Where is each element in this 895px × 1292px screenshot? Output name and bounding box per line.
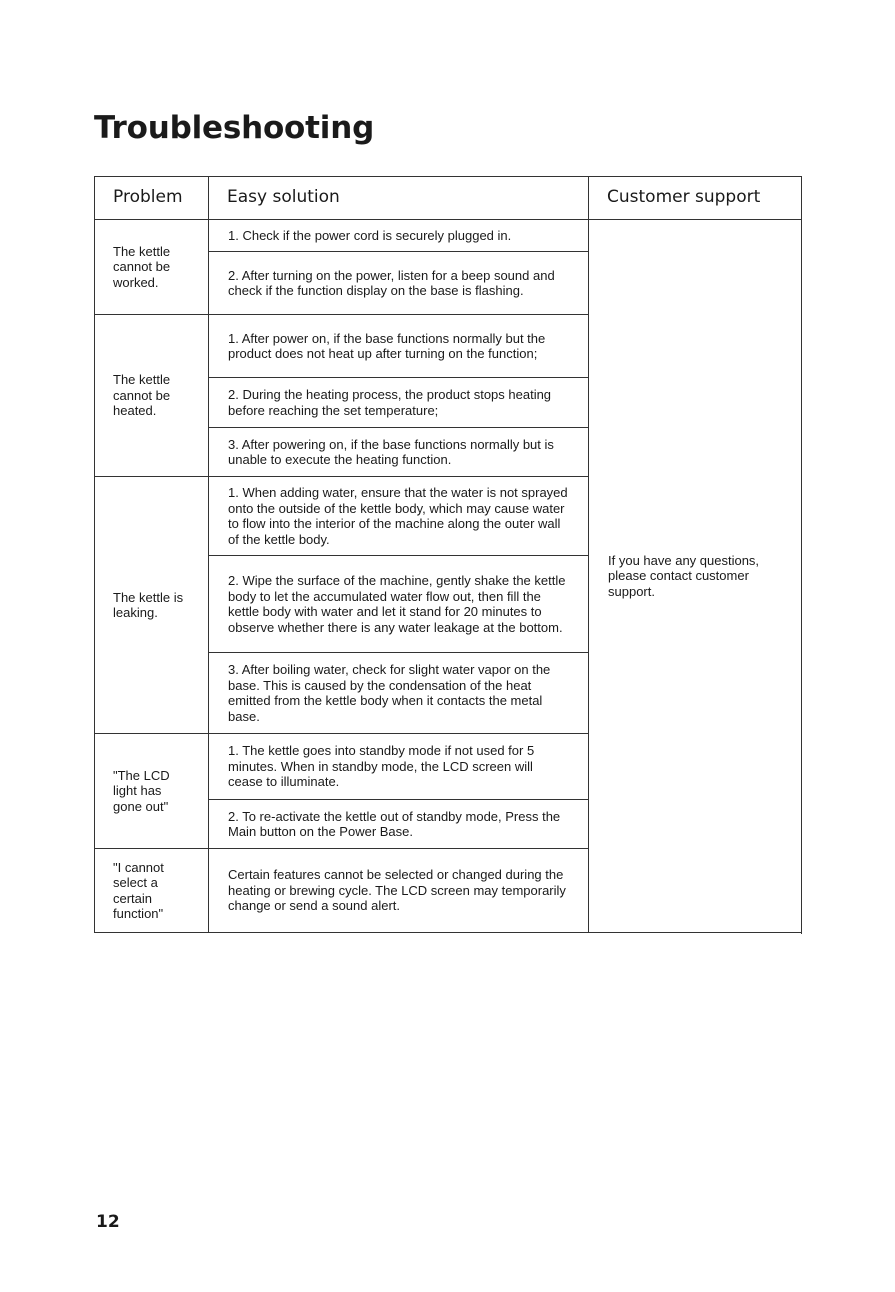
table-header-row: [95, 177, 802, 220]
solution-cell: 3. After powering on, if the base functions normally but is unable to execute the heating function.: [209, 428, 589, 477]
problem-cell-cannot-select: "I cannot select a certain function": [95, 849, 209, 933]
solution-cell: 3. After boiling water, check for slight water vapor on the base. This is caused by the condensation of the heat emitted from the kettle body when it contacts the metal base.: [209, 653, 589, 734]
page-title: Troubleshooting: [94, 110, 375, 146]
problem-cell-not-working: The kettle cannot be worked.: [95, 220, 209, 315]
solution-cell: 2. After turning on the power, listen for a beep sound and check if the function display on the base is flashing.: [209, 252, 589, 315]
solution-cell: 1. After power on, if the base functions normally but the product does not heat up after turning on the function;: [209, 315, 589, 378]
solution-cell: Certain features cannot be selected or changed during the heating or brewing cycle. The LCD screen may temporarily change or send a sound alert.: [209, 849, 589, 933]
problem-cell-leaking: The kettle is leaking.: [95, 477, 209, 734]
header-problem: Problem: [95, 177, 209, 220]
troubleshooting-table: [94, 176, 802, 933]
customer-support-cell: If you have any questions, please contact customer support.: [589, 220, 802, 933]
solution-cell: 1. The kettle goes into standby mode if not used for 5 minutes. When in standby mode, the LCD screen will cease to illuminate.: [209, 734, 589, 800]
solution-cell: 2. During the heating process, the product stops heating before reaching the set temperature;: [209, 378, 589, 428]
table-row: [95, 220, 802, 252]
solution-cell: 1. When adding water, ensure that the water is not sprayed onto the outside of the kettle body, which may cause water to flow into the interior of the machine along the outer wall of the kettle body.: [209, 477, 589, 556]
header-easy-solution: Easy solution: [209, 177, 589, 220]
solution-cell: 2. Wipe the surface of the machine, gently shake the kettle body to let the accumulated water flow out, then fill the kettle body with water and let it stand for 20 minutes to observe whether there is any water leakage at the bottom.: [209, 556, 589, 653]
solution-cell: 1. Check if the power cord is securely plugged in.: [209, 220, 589, 252]
problem-cell-lcd-out: "The LCD light has gone out": [95, 734, 209, 849]
header-customer-support: Customer support: [589, 177, 802, 220]
problem-cell-not-heating: The kettle cannot be heated.: [95, 315, 209, 477]
solution-cell: 2. To re-activate the kettle out of standby mode, Press the Main button on the Power Base.: [209, 800, 589, 849]
page-number: 12: [96, 1212, 120, 1232]
